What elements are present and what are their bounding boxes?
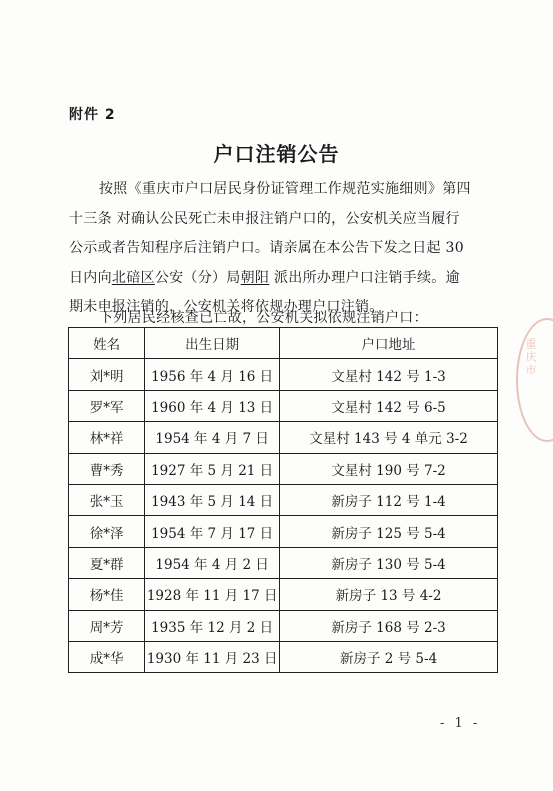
birth-date: 1943 年 5 月 14 日 xyxy=(145,484,280,515)
resident-name: 张*玉 xyxy=(69,484,145,515)
table-row xyxy=(69,547,498,578)
intro-line: 期未申报注销的，公安机关将依规办理户口注销。 xyxy=(69,299,384,315)
resident-name: 杨*佳 xyxy=(69,579,145,610)
household-address: 文星村 142 号 6-5 xyxy=(280,390,498,421)
table-row xyxy=(69,359,498,390)
table-row xyxy=(69,422,498,453)
household-address: 新房子 112 号 1-4 xyxy=(280,484,498,515)
table-row xyxy=(69,484,498,515)
table-row xyxy=(69,390,498,421)
header-address: 户口地址 xyxy=(280,328,498,359)
resident-name: 周*芳 xyxy=(69,610,145,641)
birth-date: 1927 年 5 月 21 日 xyxy=(145,453,280,484)
household-address: 新房子 168 号 2-3 xyxy=(280,610,498,641)
district-name: 北碚区 xyxy=(111,269,155,286)
table-row xyxy=(69,579,498,610)
birth-date: 1935 年 12 月 2 日 xyxy=(145,610,280,641)
intro-line: 日内向北碚区公安（分）局朝阳 派出所办理户口注销手续。逾 xyxy=(69,269,460,286)
deregistration-table xyxy=(68,327,498,673)
table-row xyxy=(69,641,498,672)
birth-date: 1954 年 4 月 2 日 xyxy=(145,547,280,578)
household-address: 文星村 190 号 7-2 xyxy=(280,453,498,484)
birth-date: 1928 年 11 月 17 日 xyxy=(145,579,280,610)
birth-date: 1930 年 11 月 23 日 xyxy=(145,641,280,672)
header-birth-date: 出生日期 xyxy=(145,328,280,359)
household-address: 新房子 2 号 5-4 xyxy=(280,641,498,672)
resident-name: 刘*明 xyxy=(69,359,145,390)
resident-name: 林*祥 xyxy=(69,422,145,453)
resident-name: 夏*群 xyxy=(69,547,145,578)
intro-line: 十三条 对确认公民死亡未申报注销户口的，公安机关应当履行 xyxy=(69,210,460,227)
intro-paragraph xyxy=(69,175,493,323)
table-row xyxy=(69,453,498,484)
household-address: 新房子 125 号 5-4 xyxy=(280,516,498,547)
station-name: 朝阳 xyxy=(240,269,270,286)
table-row xyxy=(69,610,498,641)
household-address: 文星村 143 号 4 单元 3-2 xyxy=(280,422,498,453)
resident-name: 徐*泽 xyxy=(69,516,145,547)
header-name: 姓名 xyxy=(69,328,145,359)
list-intro: 下列居民经核查已亡故，公安机关拟依规注销户口： xyxy=(99,310,428,326)
seal-text: 重庆市 xyxy=(524,338,537,377)
table-row xyxy=(69,516,498,547)
resident-name: 曹*秀 xyxy=(69,453,145,484)
table-header-row xyxy=(69,328,498,359)
household-address: 新房子 130 号 5-4 xyxy=(280,547,498,578)
official-seal xyxy=(516,318,553,442)
intro-line: 按照《重庆市户口居民身份证管理工作规范实施细则》第四 xyxy=(99,181,471,197)
birth-date: 1954 年 4 月 7 日 xyxy=(145,422,280,453)
resident-name: 罗*军 xyxy=(69,390,145,421)
household-address: 文星村 142 号 1-3 xyxy=(280,359,498,390)
resident-name: 成*华 xyxy=(69,641,145,672)
page-title: 户口注销公告 xyxy=(213,142,340,166)
household-address: 新房子 13 号 4-2 xyxy=(280,579,498,610)
attachment-label: 附件 2 xyxy=(69,107,116,123)
intro-line: 公示或者告知程序后注销户口。请亲属在本公告下发之日起 30 xyxy=(69,240,464,256)
birth-date: 1954 年 7 月 17 日 xyxy=(145,516,280,547)
birth-date: 1956 年 4 月 16 日 xyxy=(145,359,280,390)
birth-date: 1960 年 4 月 13 日 xyxy=(145,390,280,421)
page-number: - 1 - xyxy=(440,716,481,731)
